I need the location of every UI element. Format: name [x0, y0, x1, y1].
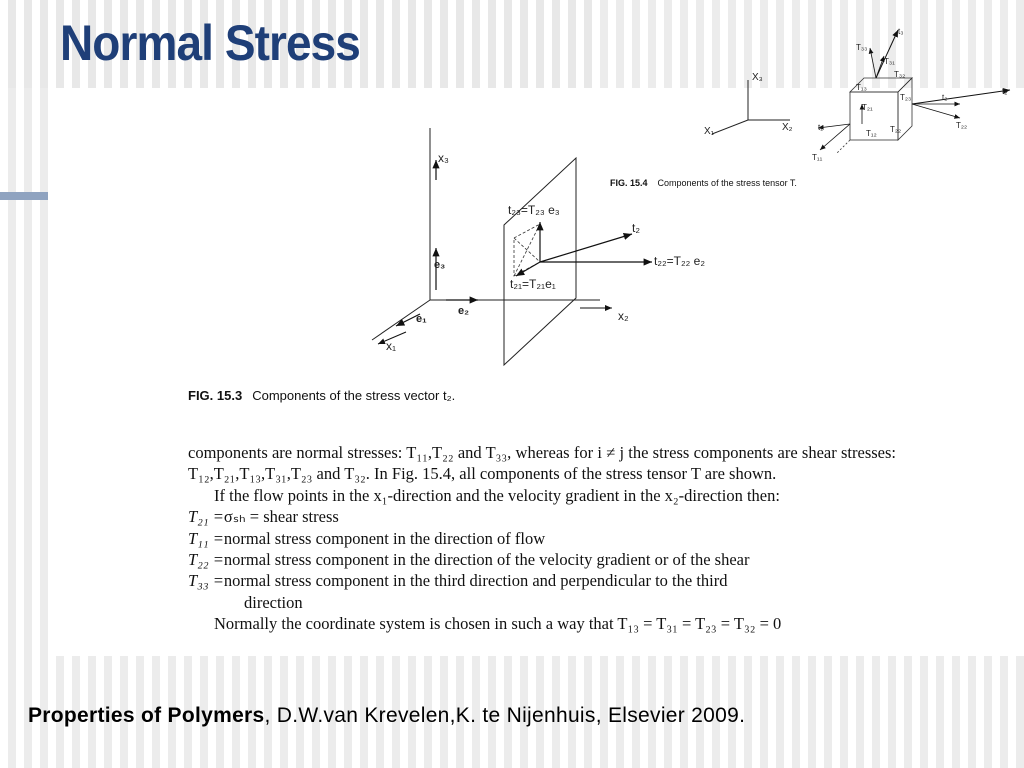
- definition-symbol: T₂₂ =: [188, 550, 224, 570]
- fig3-e1-label: e₁: [416, 313, 427, 325]
- citation: [28, 704, 745, 728]
- paragraph: components are normal stresses: T₁₁,T₂₂ and T₃₃, whereas for i ≠ j the stress components are shear stresses: T₁₂,T₂₁,T₁₃,T₃₁,T₂₃ and T₃₂. In Fig. 15.4, all components of the stress tensor T are shown.: [188, 443, 896, 484]
- figure-15-3-caption: [188, 388, 455, 403]
- fig4-T31-label: T₃₁: [884, 57, 895, 66]
- fig4-x3-label: X₃: [752, 72, 763, 83]
- slide-title: Normal Stress: [60, 15, 360, 71]
- fig3-t22-label: t₂₂=T₂₂ e₂: [654, 254, 705, 268]
- fig4-T12-label: T₁₂: [866, 129, 877, 138]
- fig4-T13-label: T₁₃: [856, 83, 867, 92]
- fig3-t23-label: t₂₃=T₂₃ e₃: [508, 203, 560, 217]
- fig4-t2b-label: t₂: [1002, 87, 1008, 96]
- fig4-T33-label: T₃₃: [856, 43, 868, 52]
- definition-symbol: T₃₃ =: [188, 571, 224, 591]
- fig3-e3-label: e₃: [434, 259, 446, 271]
- fig3-x1-label: x₁: [386, 339, 397, 353]
- paragraph: If the flow points in the x₁-direction and the velocity gradient in the x₂-direction then:: [214, 485, 780, 505]
- definition-symbol: T₂₁ =: [188, 507, 224, 527]
- definition-row: [188, 570, 896, 591]
- fig3-x3-label: x₃: [438, 151, 449, 165]
- body-text: [188, 442, 896, 635]
- fig3-t2-label: t₂: [632, 221, 640, 235]
- definition-continuation: direction: [244, 592, 303, 612]
- definition-text: normal stress component in the third direction and perpendicular to the third: [223, 571, 728, 591]
- fig4-t1-label: t₁: [818, 123, 823, 132]
- fig4-t2-label: t₂: [942, 93, 948, 102]
- caption-label: FIG. 15.4: [610, 178, 648, 188]
- definition-symbol: T₁₁ =: [188, 528, 224, 548]
- fig3-x2-label: x₂: [618, 309, 629, 323]
- fig4-T21-label: T₂₁: [862, 103, 873, 112]
- fig4-x2-label: X₂: [782, 122, 793, 133]
- definition-row: [188, 506, 896, 527]
- fig4-T11-label: T₁₁: [812, 153, 823, 162]
- definition-text: σₛₕ = shear stress: [223, 507, 339, 527]
- caption-text: Components of the stress tensor T.: [657, 178, 797, 188]
- definition-row: [188, 549, 896, 570]
- fig4-T22b-label: T₂₂: [956, 121, 968, 130]
- caption-label: FIG. 15.3: [188, 388, 243, 403]
- citation-details: , D.W.van Krevelen,K. te Nijenhuis, Elsevier 2009.: [264, 704, 746, 727]
- fig4-t3-label: t₃: [898, 27, 904, 36]
- fig3-t21-label: t₂₁=T₂₁e₁: [510, 277, 556, 291]
- definition-text: normal stress component in the direction of the velocity gradient or of the shear: [223, 550, 750, 570]
- fig4-T22-label: T₂₂: [890, 125, 902, 134]
- citation-title: Properties of Polymers: [28, 704, 265, 727]
- fig3-e2-label: e₂: [458, 305, 470, 317]
- fig4-T32-label: T₃₂: [894, 70, 906, 79]
- fig4-x1-label: X₁: [704, 126, 715, 137]
- definition-row: [188, 528, 896, 549]
- definition-text: normal stress component in the direction of flow: [223, 528, 546, 548]
- caption-text: Components of the stress vector t₂.: [252, 388, 456, 403]
- paragraph: Normally the coordinate system is chosen in such a way that T₁₃ = T₃₁ = T₂₃ = T₃₂ = 0: [214, 614, 782, 634]
- fig4-T23-label: T₂₃: [900, 93, 912, 102]
- figure-15-4-caption: [610, 178, 797, 188]
